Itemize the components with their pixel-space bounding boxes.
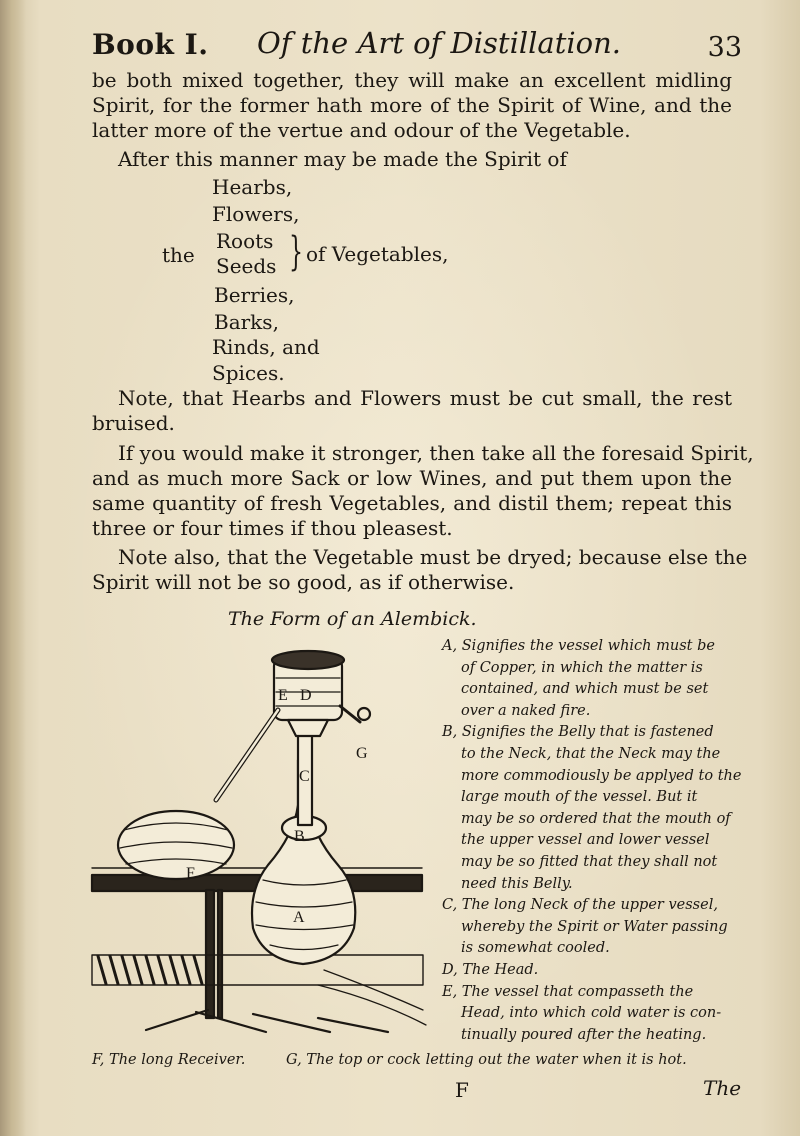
- para1-line-2: Spirit, for the former hath more of the Spirit of Wine, and the: [92, 93, 732, 117]
- para2-line-2: and as much more Sack or low Wines, and put them upon the: [92, 466, 732, 490]
- caption-b-line-2: to the Neck, that the Neck may the: [461, 745, 721, 762]
- list-item-seeds: Seeds: [216, 254, 277, 278]
- caption-b-line-1: B, Signifies the Belly that is fastened: [442, 724, 714, 741]
- figure-label-a: A: [293, 909, 305, 926]
- running-title: Of the Art of Distillation.: [257, 26, 621, 60]
- caption-g: G, The top or cock letting out the water when it is hot.: [286, 1052, 687, 1068]
- note2-line-2: Spirit will not be so good, as if otherwise.: [92, 570, 515, 594]
- para1-line-3: latter more of the vertue and odour of the Vegetable.: [92, 118, 631, 142]
- alembic-illustration: [88, 640, 438, 1045]
- caption-c-line-3: is somewhat cooled.: [461, 940, 610, 957]
- figure-label-d: D: [300, 687, 312, 704]
- figure-label-e: E: [278, 687, 288, 704]
- binding-gutter: [0, 0, 26, 1136]
- figure-label-c: C: [299, 768, 310, 785]
- figure-label-g: G: [356, 745, 368, 762]
- note1-line-1: Note, that Hearbs and Flowers must be cut small, the rest: [118, 386, 732, 410]
- caption-b-line-5: may be so ordered that the mouth of: [461, 810, 731, 827]
- curly-brace: }: [289, 229, 303, 275]
- list-the: the: [162, 243, 195, 267]
- caption-d-line-1: D, The Head.: [442, 961, 539, 978]
- para2-line-3: same quantity of fresh Vegetables, and distil them; repeat this: [92, 491, 732, 515]
- list-item-flowers: Flowers,: [212, 202, 300, 226]
- para2-line-1: If you would make it stronger, then take all the foresaid Spirit,: [118, 441, 754, 465]
- note2-line-1: Note also, that the Vegetable must be dryed; because else the: [118, 545, 748, 569]
- caption-f: F, The long Receiver.: [92, 1052, 246, 1068]
- caption-a-line-4: over a naked fire.: [461, 702, 591, 719]
- signature-mark: F: [455, 1078, 469, 1102]
- caption-e-line-2: Head, into which cold water is con-: [461, 1005, 722, 1022]
- figure-title: The Form of an Alembick.: [228, 608, 477, 630]
- page-number: 33: [707, 32, 742, 63]
- caption-b-line-8: need this Belly.: [461, 875, 573, 892]
- list-item-berries: Berries,: [214, 283, 295, 307]
- note1-line-2: bruised.: [92, 411, 175, 435]
- list-item-barks: Barks,: [214, 310, 279, 334]
- caption-b-line-4: large mouth of the vessel. But it: [461, 789, 698, 806]
- figure-label-f: F: [186, 865, 195, 882]
- caption-a-line-3: contained, and which must be set: [461, 681, 709, 698]
- caption-e-line-3: tinually poured after the heating.: [461, 1026, 707, 1043]
- list-item-roots: Roots: [216, 229, 274, 253]
- caption-b-line-7: may be so fitted that they shall not: [461, 853, 718, 870]
- caption-b-line-3: more commodiously be applyed to the: [461, 767, 742, 784]
- book-number: Book I.: [92, 28, 209, 61]
- caption-a-line-2: of Copper, in which the matter is: [461, 659, 703, 676]
- caption-b-line-6: the upper vessel and lower vessel: [461, 832, 710, 849]
- list-of-vegetables: of Vegetables,: [306, 242, 449, 266]
- para2-line-4: three or four times if thou pleasest.: [92, 516, 453, 540]
- list-item-rinds: Rinds, and: [212, 335, 320, 359]
- catchword: The: [703, 1076, 742, 1100]
- figure-label-b: B: [294, 828, 305, 845]
- caption-a-line-1: A, Signifies the vessel which must be: [442, 638, 715, 654]
- list-item-hearbs: Hearbs,: [212, 175, 293, 199]
- caption-c-line-1: C, The long Neck of the upper vessel,: [442, 897, 718, 914]
- caption-c-line-2: whereby the Spirit or Water passing: [461, 918, 728, 935]
- caption-list: [442, 636, 742, 1046]
- intro-line: After this manner may be made the Spirit of: [118, 147, 567, 171]
- caption-e-line-1: E, The vessel that compasseth the: [442, 983, 694, 1000]
- running-header: [92, 22, 742, 66]
- list-item-spices: Spices.: [212, 361, 285, 385]
- para1-line-1: be both mixed together, they will make an excellent midling: [92, 68, 732, 92]
